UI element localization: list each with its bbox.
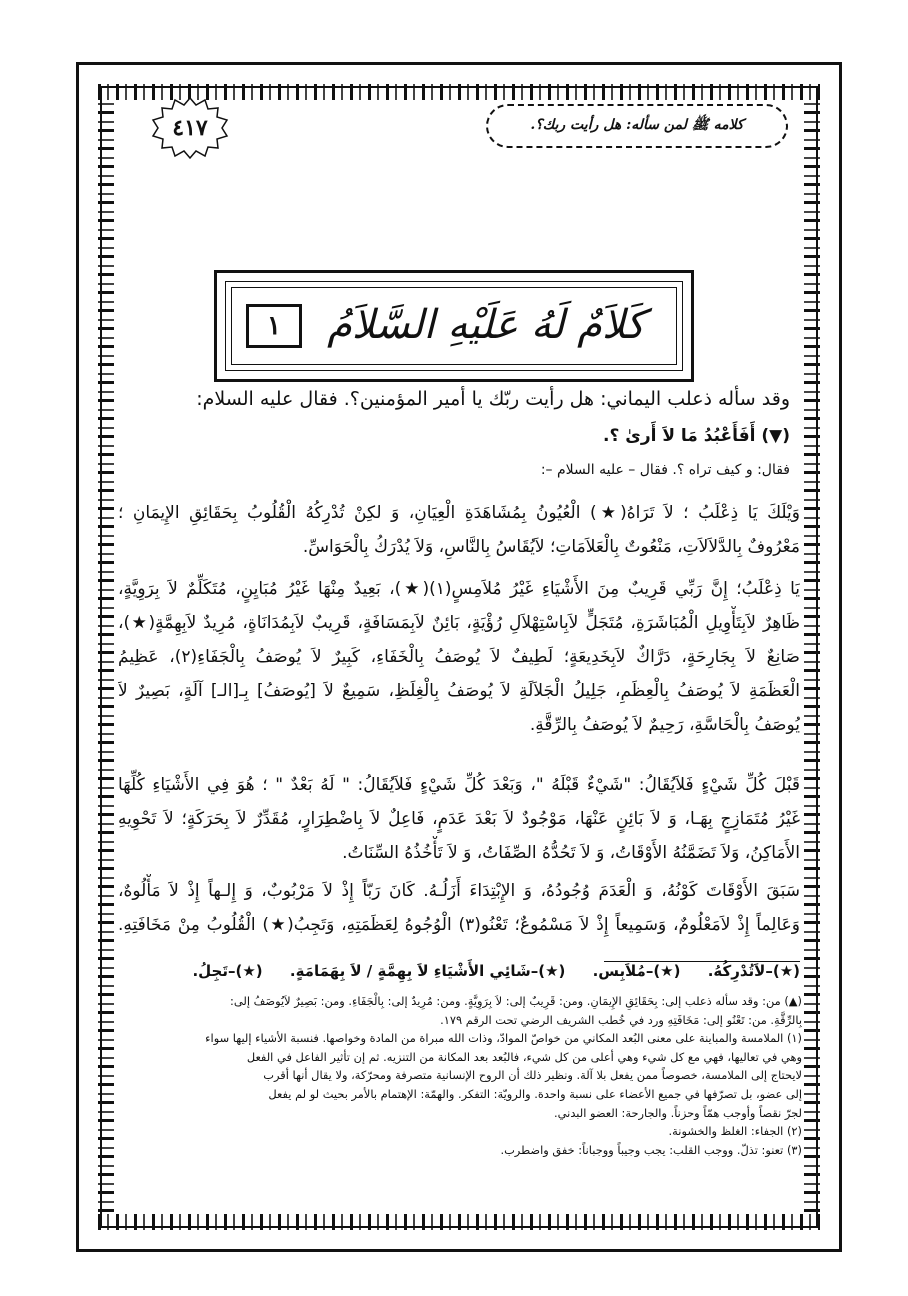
variant-glosses xyxy=(192,962,800,980)
footnote-line: وهي في تعاليها، فهي مع كل شيء وهي أعلى من كل شيء، فالبُعد بعد المكانة من التنزيه. ثم إن تأثير الفاعل في الفعل xyxy=(246,1049,802,1064)
paragraph-line: سَبَقَ الأَوْقَاتَ كَوْنُهُ، وَ الْعَدَمَ وُجُودُهُ، وَ الإِبْتِدَاءَ أَزَلُـهُ. كَانَ رَبّاً إِذْ لاَ مَرْبُوبٌ، وَ إِلـهاً إِذْ لاَ مَأْلُوهٌ، xyxy=(118,881,800,901)
footnotes xyxy=(112,992,802,1159)
footnote-line: لجرّ نقصاً وأوجب همّاً وحزناً. والجارحة: العضو البدني. xyxy=(554,1105,802,1120)
paragraph-line: قَبْلَ كُلِّ شَيْءٍ فَلاَيُقَالُ: "شَيْءٌ قَبْلَهُ "، وَبَعْدَ كُلِّ شَيْءٍ فَلاَيُقَالُ: " لَهُ بَعْدٌ " ؛ هُوَ فِي الأَشْيَاءِ كُلِّهَا xyxy=(118,775,800,795)
paragraph-3 xyxy=(118,768,800,870)
footnote-line: إلى عضو، بل تصرّفها في جميع الأعضاء على نسبة واحدة. والرويّة: التفكر. والهمّة: الإهتمام بالأمر بحيث لو لم يفعل xyxy=(268,1086,802,1101)
gloss-item: (★)–شَائِي الأَشْيَاءِ لاَ بِهِمَّةٍ / لاَ بِهَمَامَةٍ. xyxy=(289,962,566,980)
paragraph-line: مَعْرُوفٌ بِالدَّلاَلاَتِ، مَنْعُوتٌ بِالْعَلاَمَاتِ؛ لاَيُقَاسُ بِالنَّاسِ، وَلاَ يُدْرَكُ بِالْحَوَاسِّ. xyxy=(302,537,800,557)
page-number: ٤١٧ xyxy=(172,115,208,141)
footnote-line: لايحتاج إلى الملامسة، خصوصاً ممن يفعل بلا آلة. ونظير ذلك أن الروح الإنسانية متصرفة ومحرّكة، ولا يقال أنها أقرب xyxy=(263,1068,802,1083)
title-number: ١ xyxy=(246,304,302,348)
paragraph-line: وَيْلَكَ يَا ذِعْلَبُ ؛ لاَ تَرَاهُ(★) الْعُيُونُ بِمُشَاهَدَةِ الْعِيَانِ، وَ لكِنْ تُدْرِكُهُ الْقُلُوبُ بِحَقَائِقِ الإِيمَانِ ؛ xyxy=(118,503,800,523)
paragraph-2 xyxy=(118,572,800,742)
gloss-item: (★)–تَجِلُ. xyxy=(192,962,263,980)
footnote-line: (٢) الجفاء: الغلظ والخشونة. xyxy=(668,1124,802,1139)
gloss-item: (★)–مُلاَبِس. xyxy=(592,962,681,980)
page-number-badge xyxy=(150,96,230,160)
gloss-item: (★)–لاَتُدْرِكُهُ. xyxy=(707,962,800,980)
paragraph-line: الأَمَاكِنُ، وَلاَ تَضَمَّنُهُ الأَوْقَاتُ، وَ لاَ تَحُدُّهُ الصِّفَاتُ، وَ لاَ تَأْخُذُهُ السِّنَاتُ. xyxy=(342,843,800,863)
paragraph-line: صَانِعٌ لاَ بِجَارِحَةٍ، دَرَّاكٌ لاَبِخَدِيعَةٍ؛ لَطِيفٌ لاَ يُوصَفُ بِالْخَفَاءِ، كَبِيرٌ لاَ يُوصَفُ بِالْجَفَاءِ(٢)، عَظِيمُ xyxy=(118,647,800,667)
paragraph-line: الْعَظَمَةِ لاَ يُوصَفُ بِالْعِظَمِ، جَلِيلُ الْجَلاَلَةِ لاَ يُوصَفُ بِالْغِلَظِ، سَمِيعٌ لاَ [يُوصَفُ] بِـ[الـ] آلَةٍ، بَصِيرٌ لاَ xyxy=(118,681,800,701)
paragraph-line: وَعَالِماً إِذْ لاَمَعْلُومٌ، وَسَمِيعاً إِذْ لاَ مَسْمُوعٌ؛ تَعْنُو(٣) الْوُجُوهُ لِعَظَمَتِهِ، وَتَجِبُ(★) الْقُلُوبُ مِنْ مَخَافَتِهِ. xyxy=(118,915,800,935)
paragraph-line: يُوصَفُ بِالْحَاسَّةِ، رَحِيمٌ لاَ يُوصَفُ بِالرِّقَّةِ. xyxy=(529,715,800,735)
paragraph-line: ظَاهِرٌ لاَبِتَأْوِيلِ الْمُبَاشَرَةِ، مُتَجَلٍّ لاَبِاسْتِهْلاَلِ رُؤْيَةٍ، بَائِنٌ لاَبِمَسَافَةٍ، قَرِيبٌ لاَبِمُدَانَاةٍ، مُرِيدٌ لاَبِهِمَّةٍ(★)، xyxy=(118,613,800,633)
paragraph-line: غَيْرُ مُتَمَازِجٍ بِهَـا، وَ لاَ بَائِنٍ عَنْهَا، مَوْجُودٌ لاَ بَعْدَ عَدَمٍ، فَاعِلٌ لاَ بِاضْطِرَارٍ، مُقَدِّرٌ لاَ بِحَرَكَةٍ؛ لاَ تَحْوِيهِ xyxy=(118,809,800,829)
how-line: فقال: و كيف تراه ؟. فقال – عليه السلام –: xyxy=(540,462,790,478)
intro-line: وقد سأله ذعلب اليماني: هل رأيت ربّك يا أمير المؤمنين؟. فقال عليه السلام: xyxy=(196,388,790,410)
footnote-line: (▲) من: وقد سأله ذعلب إلى: بِحَقَائِقِ الإِيمَانِ. ومن: قَرِيبٌ إلى: لاَ بِرَوِيَّةٍ. ومن: مُرِيدٌ إلى: بِالْجَفَاءِ. ومن: بَصِيرٌ لاَيُوصَفُ إلى: xyxy=(230,994,802,1008)
footnote-line: (١) الملامسة والمباينة على معنى البُعد المكاني من خواصّ الموادّ، وذات الله مبراة من المادة وخواصها. فنسبة الأشياء إليها سواء xyxy=(205,1031,802,1046)
paragraph-1 xyxy=(118,496,800,564)
title-heading: كَلاَمٌ لَهُ عَلَيْهِ السَّلاَمُ xyxy=(327,302,645,348)
footnote-line: (٣) تعنو: تذلّ. ووجب القلب: يجب وجيباً ووجباناً: خفق واضطرب. xyxy=(500,1142,802,1157)
footnote-line: بِالرِّقَّةِ. من: تَعْنُو إلى: مَخَافَتِهِ ورد في خُطب الشريف الرضي تحت الرقم ١٧٩. xyxy=(440,1012,802,1027)
question-line: (▼) أَفَأَعْبُدُ مَا لاَ أَرىٰ ؟. xyxy=(603,426,790,446)
paragraph-line: يَا ذِعْلَبُ؛ إِنَّ رَبِّي قَرِيبٌ مِنَ الأَشْيَاءِ غَيْرُ مُلاَمِسٍ(١)(★)، بَعِيدٌ مِنْهَا غَيْرُ مُبَايِنٍ، مُتَكَلِّمٌ لاَ بِرَوِيَّةٍ، xyxy=(118,579,800,599)
paragraph-4 xyxy=(118,874,800,942)
running-header: كلامه ﷺ لمن سأله: هل رأيت ربك؟. xyxy=(486,104,788,148)
